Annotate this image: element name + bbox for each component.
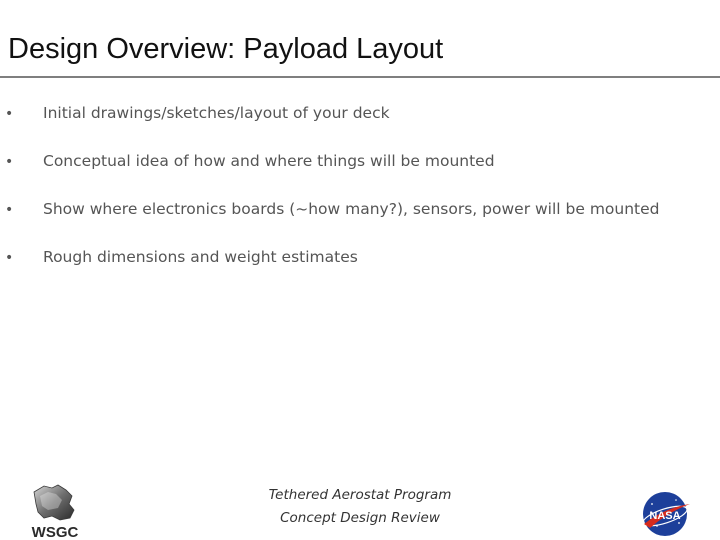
bullet-text: Show where electronics boards (~how many?), sensors, power will be mounted <box>43 200 660 218</box>
bullet-icon: • <box>5 250 14 266</box>
slide-title: Design Overview: Payload Layout <box>8 33 444 65</box>
list-item <box>0 104 720 152</box>
bullet-icon: • <box>5 202 14 218</box>
nasa-wordmark: NASA <box>649 510 681 522</box>
nasa-logo-icon <box>638 490 692 538</box>
wsgc-wordmark: WSGC <box>31 524 79 540</box>
bullet-list <box>0 104 720 296</box>
bullet-text: Rough dimensions and weight estimates <box>43 248 358 266</box>
list-item <box>0 248 720 296</box>
bullet-icon: • <box>5 106 14 122</box>
bullet-text: Conceptual idea of how and where things will be mounted <box>43 152 495 170</box>
bullet-text: Initial drawings/sketches/layout of your deck <box>43 104 390 122</box>
bullet-icon: • <box>5 154 14 170</box>
list-item <box>0 152 720 200</box>
footer-line-review: Concept Design Review <box>280 510 440 526</box>
list-item <box>0 200 720 248</box>
wsgc-logo-icon <box>22 482 88 540</box>
footer-caption <box>240 484 480 530</box>
title-divider <box>0 76 720 78</box>
footer-line-program: Tethered Aerostat Program <box>268 487 452 503</box>
